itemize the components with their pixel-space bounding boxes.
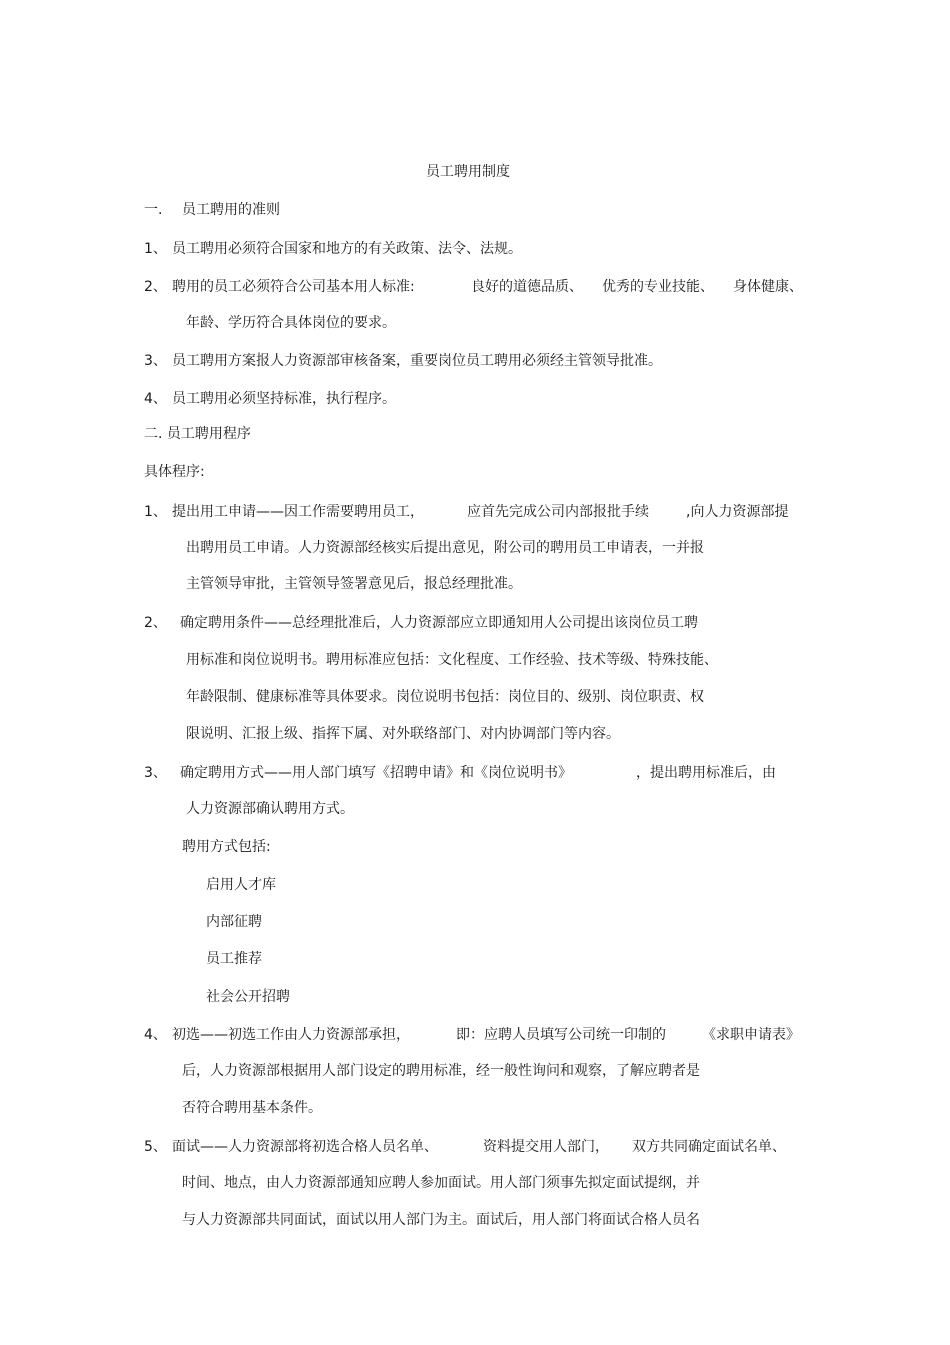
- item-text: 与人力资源部共同面试，面试以用人部门为主。面试后，用人部门将面试合格人员名: [182, 1212, 700, 1228]
- item-text: 员工聘用必须坚持标准，执行程序。: [172, 391, 396, 407]
- item-text: 优秀的专业技能、: [602, 279, 714, 295]
- item-text: 员工聘用方案报人力资源部审核备案，重要岗位员工聘用必须经主管领导批准。: [172, 353, 662, 369]
- item-text: 资料提交用人部门，: [483, 1139, 609, 1155]
- item-text: 双方共同确定面试名单、: [632, 1139, 786, 1155]
- item-text: 年龄限制、健康标准等具体要求。岗位说明书包括：岗位目的、级别、岗位职责、权: [186, 689, 704, 705]
- item-text: 后，人力资源部根据用人部门设定的聘用标准，经一般性询问和观察，了解应聘者是: [182, 1063, 700, 1079]
- item-text: 否符合聘用基本条件。: [182, 1100, 322, 1116]
- section-heading: 二. 员工聘用程序: [144, 426, 251, 442]
- item-text: 用标准和岗位说明书。聘用标准应包括：文化程度、工作经验、技术等级、特殊技能、: [186, 652, 718, 668]
- item-number: 1、: [144, 241, 167, 257]
- item-number: 3、: [144, 765, 167, 781]
- method-option: 员工推荐: [206, 951, 262, 967]
- section-heading: 员工聘用的准则: [182, 202, 280, 218]
- method-option: 社会公开招聘: [206, 989, 290, 1005]
- item-number: 2、: [144, 279, 167, 295]
- item-text: 身体健康、: [733, 279, 803, 295]
- item-number: 1、: [144, 504, 167, 520]
- method-option: 内部征聘: [206, 914, 262, 930]
- methods-label: 聘用方式包括:: [182, 839, 271, 855]
- item-text: ，提出聘用标准后，由: [636, 765, 776, 781]
- item-text: ,向人力资源部提: [686, 504, 789, 520]
- item-text: 聘用的员工必须符合公司基本用人标准:: [172, 279, 415, 295]
- section-number: 一.: [144, 202, 163, 218]
- item-number: 2、: [144, 615, 167, 631]
- item-text: 《求职申请表》: [702, 1027, 800, 1043]
- item-text: 限说明、汇报上级、指挥下属、对外联络部门、对内协调部门等内容。: [186, 726, 620, 742]
- item-text: 员工聘用必须符合国家和地方的有关政策、法令、法规。: [172, 241, 522, 257]
- item-text: 时间、地点，由人力资源部通知应聘人参加面试。用人部门须事先拟定面试提纲，并: [182, 1175, 700, 1191]
- item-text: 主管领导审批，主管领导签署意见后，报总经理批准。: [186, 576, 522, 592]
- item-text: 良好的道德品质、: [471, 279, 583, 295]
- item-text: 年龄、学历符合具体岗位的要求。: [186, 315, 396, 331]
- item-text: 人力资源部确认聘用方式。: [186, 801, 354, 817]
- document-title: 员工聘用制度: [426, 164, 510, 180]
- item-text: 确定聘用方式——用人部门填写《招聘申请》和《岗位说明书》: [180, 765, 572, 781]
- item-text: 应首先完成公司内部报批手续: [467, 504, 649, 520]
- item-text: 即：应聘人员填写公司统一印制的: [456, 1027, 666, 1043]
- item-number: 4、: [144, 1027, 167, 1043]
- item-number: 3、: [144, 353, 167, 369]
- item-number: 4、: [144, 391, 167, 407]
- item-text: 提出用工申请——因工作需要聘用员工，: [172, 504, 424, 520]
- item-text: 确定聘用条件——总经理批准后，人力资源部应立即通知用人公司提出该岗位员工聘: [180, 615, 698, 631]
- item-number: 5、: [144, 1139, 167, 1155]
- method-option: 启用人才库: [206, 877, 276, 893]
- item-text: 出聘用员工申请。人力资源部经核实后提出意见，附公司的聘用员工申请表，一并报: [186, 540, 704, 556]
- item-text: 面试——人力资源部将初选合格人员名单、: [172, 1139, 438, 1155]
- section-intro: 具体程序:: [144, 464, 205, 480]
- item-text: 初选——初选工作由人力资源部承担，: [172, 1027, 410, 1043]
